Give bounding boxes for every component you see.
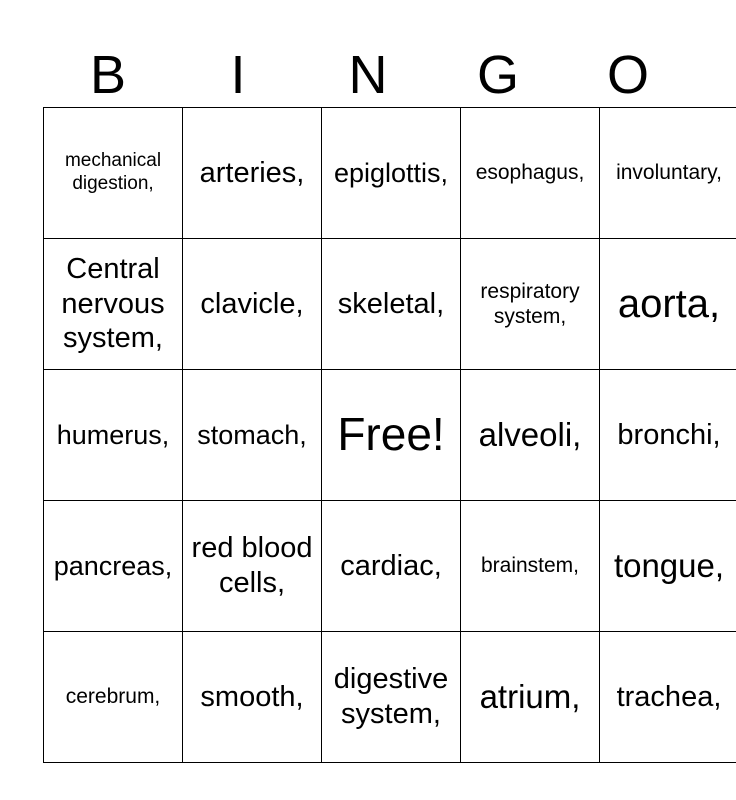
header-letter-o: O	[606, 45, 649, 105]
bingo-cell[interactable]: alveoli,	[461, 370, 600, 501]
bingo-cell[interactable]: cardiac,	[322, 501, 461, 632]
bingo-cell[interactable]: Central nervous system,	[44, 239, 183, 370]
free-space[interactable]: Free!	[322, 370, 461, 501]
board-row	[44, 501, 736, 632]
bingo-cell[interactable]: smooth,	[183, 632, 322, 763]
bingo-cell[interactable]: tongue,	[600, 501, 736, 632]
bingo-cell[interactable]: trachea,	[600, 632, 736, 763]
bingo-cell[interactable]: humerus,	[44, 370, 183, 501]
bingo-cell[interactable]: digestive system,	[322, 632, 461, 763]
board-row	[44, 108, 736, 239]
bingo-cell[interactable]: epiglottis,	[322, 108, 461, 239]
bingo-cell[interactable]: clavicle,	[183, 239, 322, 370]
bingo-cell[interactable]: involuntary,	[600, 108, 736, 239]
header-letter-i: I	[230, 45, 246, 105]
bingo-cell[interactable]: bronchi,	[600, 370, 736, 501]
bingo-cell[interactable]: arteries,	[183, 108, 322, 239]
board-row	[44, 239, 736, 370]
header-letter-g: G	[476, 45, 519, 105]
bingo-cell[interactable]: red blood cells,	[183, 501, 322, 632]
header-letter-n: N	[348, 45, 388, 105]
bingo-cell[interactable]: stomach,	[183, 370, 322, 501]
bingo-cell[interactable]: respiratory system,	[461, 239, 600, 370]
bingo-cell[interactable]: pancreas,	[44, 501, 183, 632]
board-row	[44, 632, 736, 763]
header-letter-b: B	[89, 45, 127, 105]
bingo-cell[interactable]: atrium,	[461, 632, 600, 763]
bingo-cell[interactable]: cerebrum,	[44, 632, 183, 763]
board-row	[44, 370, 736, 501]
bingo-cell[interactable]: esophagus,	[461, 108, 600, 239]
bingo-cell[interactable]: aorta,	[600, 239, 736, 370]
bingo-cell[interactable]: brainstem,	[461, 501, 600, 632]
bingo-header	[43, 44, 693, 106]
bingo-cell[interactable]: mechanical digestion,	[44, 108, 183, 239]
bingo-cell[interactable]: skeletal,	[322, 239, 461, 370]
bingo-board	[43, 107, 736, 763]
